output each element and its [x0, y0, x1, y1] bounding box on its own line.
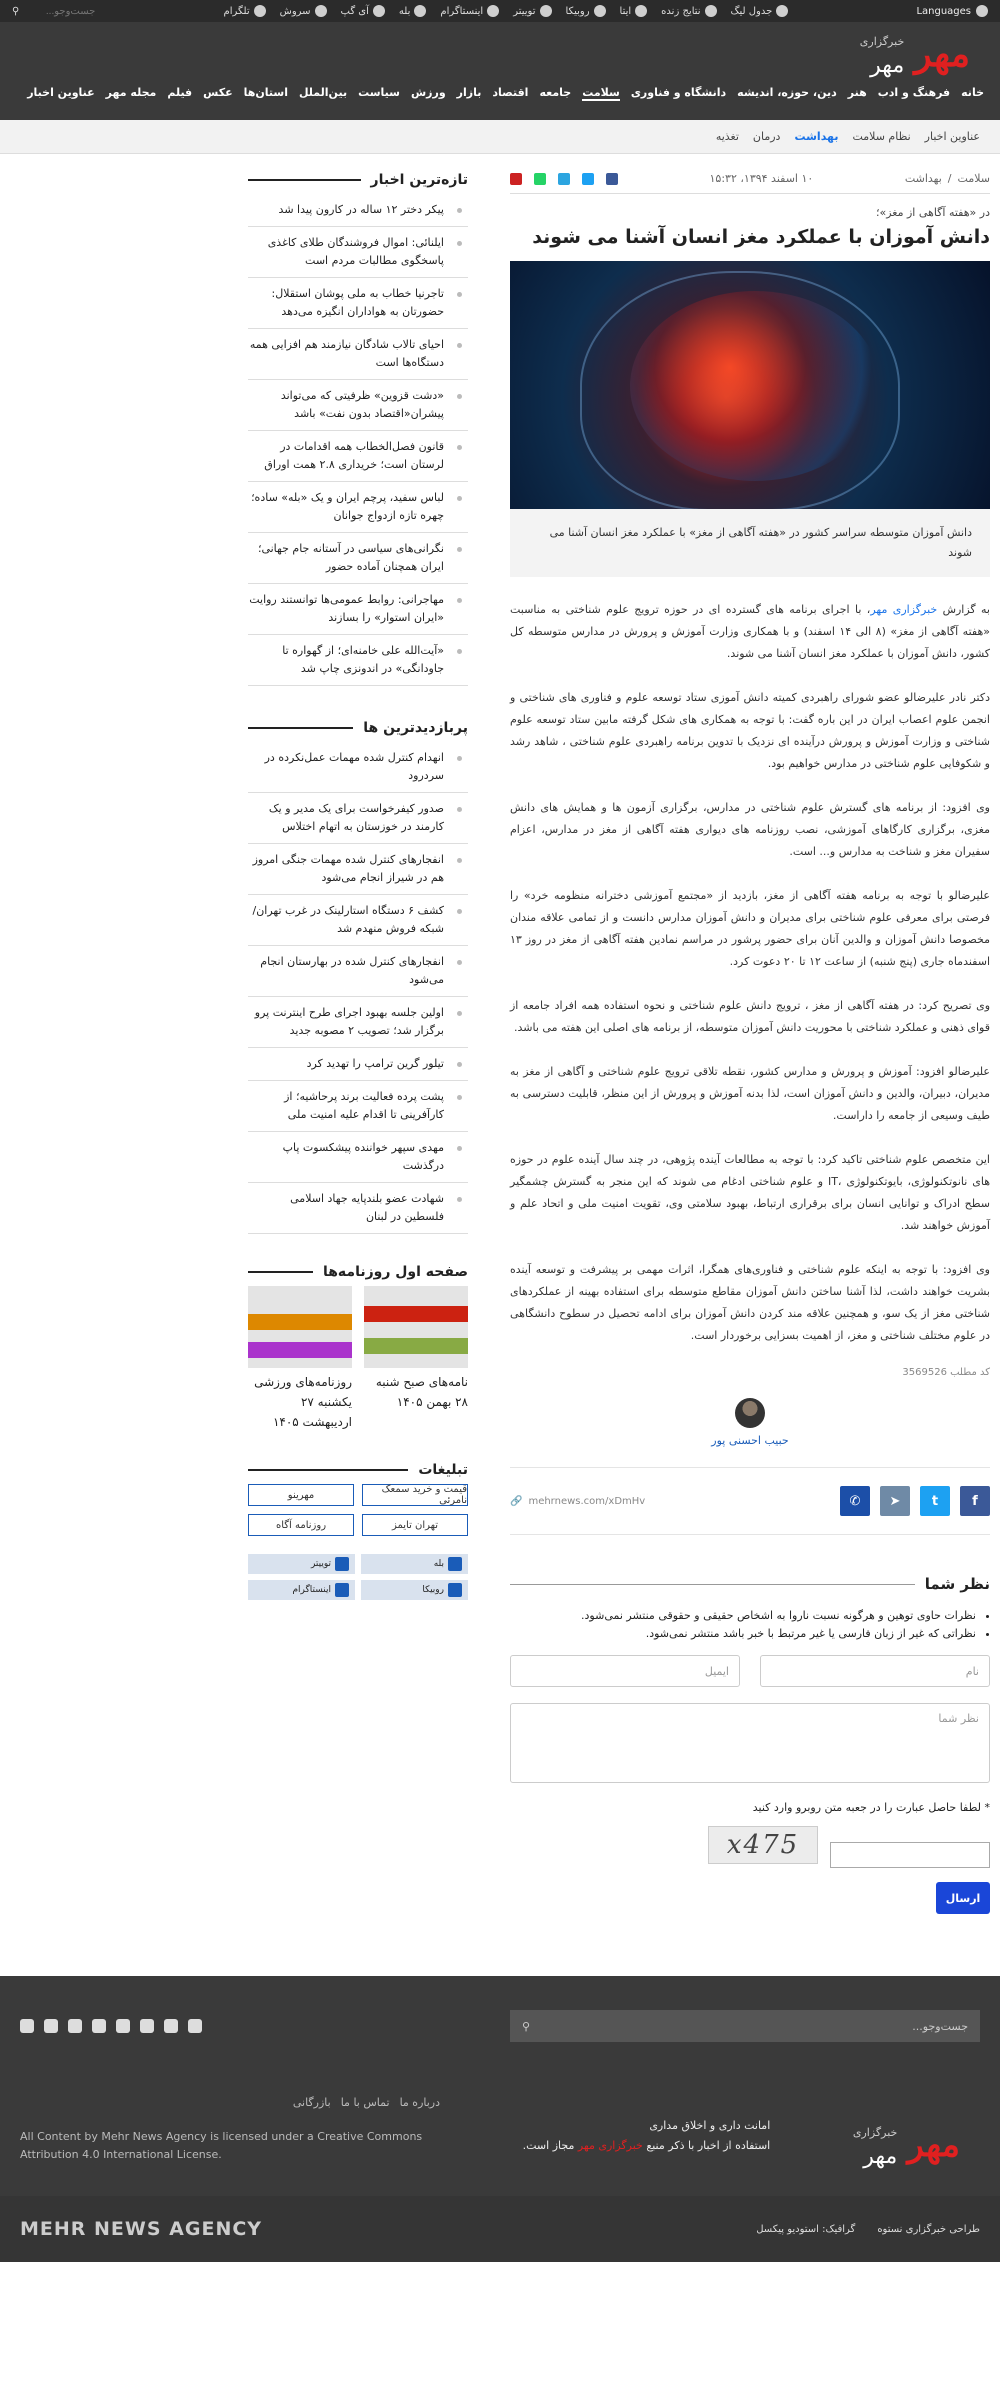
subnav-item[interactable]: بهداشت — [794, 130, 839, 143]
telegram-share-button[interactable]: ➤ — [880, 1486, 910, 1516]
social-icon — [335, 1557, 349, 1571]
article — [510, 172, 990, 1914]
link-icon: 🔗 — [510, 1495, 523, 1507]
latest-news-item[interactable]: تاجرنیا خطاب به ملی پوشان استقلال: حضورتان به هواداران انگیزه می‌دهد — [248, 278, 468, 329]
sub-nav — [0, 120, 1000, 154]
comment-textarea[interactable]: نظر شما — [510, 1703, 990, 1783]
bale-icon — [414, 5, 426, 17]
instagram-icon[interactable] — [140, 2019, 154, 2033]
footer-search[interactable]: جست‌وجو... ⚲ — [510, 2010, 980, 2042]
football-icon — [776, 5, 788, 17]
top-link[interactable] — [513, 5, 551, 17]
nav-item[interactable]: سیاست — [358, 86, 400, 99]
top-link-label: روبیکا — [565, 5, 590, 17]
top-link[interactable] — [731, 5, 789, 17]
article-paragraph: وی افزود: با توجه به اینکه علوم شناختی و فناوری‌های همگرا، اثرات مهمی بر پیشرفت و توسعه آینده بشریت خواهند داشت، لذا آشنا ساختن دانش آموزان مقاطع متوسطه برای استفاده بهینه از عملکردهای شناختی مغز از یک سو، و همچنین علاقه مند کردن دانش آموزان برای ادامه تحصیل در سطوح دانشگاهی در علوم مختلف شناختی و مغز، از اهمیت بسزایی برخوردار است. — [510, 1263, 990, 1342]
comments-header: نظر شما — [510, 1575, 990, 1593]
social-follow-item[interactable] — [248, 1554, 355, 1574]
email-field[interactable]: ایمیل — [510, 1655, 740, 1687]
ad-link[interactable]: مهرینو — [248, 1484, 354, 1506]
article-paragraph: وی تصریح کرد: در هفته آگاهی از مغز ، ترویج دانش علوم شناختی و نحوه استفاده همه افراد جامعه از قوای ذهنی و عملکرد شناختی با محوریت دانش آموزان متوسطه، از برنامه های اصلی این هفته می باشد. — [510, 999, 990, 1034]
twitter-icon[interactable] — [582, 173, 594, 185]
eitaa-icon — [635, 5, 647, 17]
nav-item[interactable]: ورزش — [410, 86, 446, 99]
social-follow-item[interactable] — [361, 1554, 468, 1574]
article-title: دانش آموزان با عملکرد مغز انسان آشنا می شوند — [532, 226, 990, 248]
stats-icon — [705, 5, 717, 17]
article-paragraph: دکتر نادر علیرضالو عضو شورای راهبردی کمیته دانش آموزی ستاد توسعه علوم و فناوری های شناختی و انجمن علوم اعصاب ایران در این باره گفت: با توجه به همکاری های شکل گرفته مابین ستاد توسعه علوم شناختی و وزارت آموزش و پرورش درآینده ای نزدیک با تدوین برنامه راهبردی علوم شناختی ، شاهد رشد و شکوفایی علوم شناختی در مدارس خواهیم بود. — [510, 691, 990, 770]
nav-item[interactable]: استان‌ها — [243, 86, 288, 99]
social-label: توییتر — [310, 1559, 331, 1569]
social-label: بله — [433, 1559, 444, 1569]
top-search[interactable] — [12, 6, 95, 17]
name-field[interactable]: نام — [760, 1655, 990, 1687]
image-caption: دانش آموزان متوسطه سراسر کشور در «هفته آگاهی از مغز» با عملکرد مغز انسان آشنا می شوند — [510, 509, 990, 577]
nav-item[interactable]: سلامت — [582, 86, 620, 99]
footer-link[interactable]: بازرگانی — [292, 2096, 331, 2109]
main-nav — [0, 86, 1000, 101]
article-paragraph: وی افزود: از برنامه های گسترش علوم شناختی در مدارس، برگزاری آزمون ها و همایش های دانش مغزی، برگزاری کارگاهای آموزشی، نصب روزنامه های دیواری هفته آگاهی از مغز در مدارس، اعزام سفیران مغز و شناخت به مدارس و... است. — [510, 801, 990, 858]
site-header — [0, 0, 1000, 120]
top-link[interactable] — [341, 5, 385, 17]
article-meta — [510, 172, 990, 194]
send-button[interactable]: ارسال — [936, 1882, 990, 1914]
footer-brand: MEHR NEWS AGENCY — [20, 2218, 263, 2240]
breadcrumb: سلامت / بهداشت — [904, 172, 990, 185]
footer-links — [20, 2094, 440, 2112]
newspapers — [248, 1286, 468, 1432]
top-link-label: بله — [398, 5, 411, 17]
article-paragraph: علیرضالو با توجه به برنامه هفته آگاهی از مغز، بازدید از «مجتمع آموزشی دخترانه منظومه خرد» را فرصتی برای معرفی علوم شناختی برای مدیران و دانش آموزان مدارس دانست و از تمامی علاقه مندان مخصوصا دانش آموزان و والدین آنان برای حضور پرشور در مراسم نمادین هفته آگاهی از مغز در روز ۱۳ اسفندماه جاری (پنج شنبه) از ساعت ۱۲ تا ۲۰ دعوت کرد. — [510, 889, 990, 968]
agency-link[interactable]: خبرگزاری مهر — [870, 603, 938, 616]
captcha-input[interactable] — [830, 1842, 990, 1868]
whatsapp-icon[interactable] — [534, 173, 546, 185]
top-link-label: توییتر — [513, 5, 536, 17]
latest-news-item[interactable]: مهاجرانی: روابط عمومی‌ها توانستند روایت «ایران استوار» را بسازند — [248, 584, 468, 635]
popular-news-item[interactable]: تیلور گرین ترامپ را تهدید کرد — [248, 1048, 468, 1081]
telegram-icon — [254, 5, 266, 17]
latest-news-item[interactable]: «آیت‌الله علی خامنه‌ای؛ از گهواره تا جاودانگی» در اندونزی چاپ شد — [248, 635, 468, 686]
social-follow — [248, 1554, 468, 1600]
top-link[interactable] — [224, 5, 266, 17]
captcha-question: * لطفا حاصل عبارت را در جعبه متن روبرو وارد کنید — [752, 1801, 990, 1814]
top-link[interactable] — [661, 5, 716, 17]
top-link[interactable] — [566, 5, 606, 17]
short-link[interactable]: mehrnews.com/xDmHv 🔗 — [510, 1495, 646, 1507]
latest-news-item[interactable]: «دشت قزوین» ظرفیتی که می‌تواند پیشران«اقتصاد بدون نفت» باشد — [248, 380, 468, 431]
publish-date: ۱۰ اسفند ۱۳۹۴، ۱۵:۳۲ — [709, 172, 814, 185]
author-name[interactable]: حبیب احسنی پور — [711, 1434, 789, 1447]
ad-link[interactable]: تهران تایمز — [362, 1514, 468, 1536]
article-paragraph: این متخصص علوم شناختی تاکید کرد: با توجه به مطالعات آینده پژوهی، در چند سال آینده علوم در حوزه های نانوتکنولوژی، بایوتکنولوژی ،IT و علوم شناختی ادغام می شوند که این منجر به گسترش چشمگیر سطح ادراک و توانایی انسان برای برقراری ارتباط، بهبود سلامتی وی، تقویت امنیت ملی و اتحاد علم و آموزش خواهند شد. — [510, 1153, 990, 1232]
top-link-label: سروش — [279, 5, 311, 17]
popular-news-item[interactable]: کشف ۶ دستگاه استارلینک در غرب تهران/ شبکه فروش منهدم شد — [248, 895, 468, 946]
site-logo[interactable] — [860, 30, 970, 78]
social-follow-item[interactable] — [248, 1580, 355, 1600]
nav-item[interactable]: جامعه — [539, 86, 572, 99]
nav-item[interactable]: دانشگاه و فناوری — [630, 86, 727, 99]
search-icon[interactable]: ⚲ — [12, 5, 20, 17]
print-icon[interactable] — [510, 173, 522, 185]
ad-links — [248, 1484, 468, 1536]
latest-news-item[interactable]: لباس سفید، پرچم ایران و یک «بله» ساده؛ چهره تازه ازدواج جوانان — [248, 482, 468, 533]
site-footer — [0, 1976, 1000, 2262]
newspapers-title: صفحه اول روزنامه‌ها — [248, 1264, 468, 1280]
article-code: کد مطلب 3569526 — [902, 1367, 990, 1378]
top-link-label: جدول لیگ — [730, 5, 773, 17]
nav-item[interactable]: هنر — [847, 86, 867, 99]
ads-title: تبلیغات — [248, 1462, 468, 1478]
lead-paragraph: به گزارش خبرگزاری مهر، با اجرای برنامه های گسترده ای در حوزه ترویج علوم شناختی به مناسبت «هفته آگاهی از مغز» (۸ الی ۱۴ اسفند) و با همکاری وزارت آموزش و پرورش در مدارس متوسطه کل کشور، دانش آموزان با عملکرد مغز انسان آشنا می شوند. — [510, 603, 990, 660]
top-link[interactable] — [399, 5, 426, 17]
twitter-icon — [540, 5, 552, 17]
footer-social-icons — [20, 2019, 202, 2033]
top-link[interactable] — [440, 5, 499, 17]
captcha-image: x475 — [708, 1826, 818, 1864]
top-link[interactable] — [280, 5, 327, 17]
latest-news-item[interactable]: قانون فصل‌الخطاب همه اقدامات در لرستان است؛ خریداری ۲.۸ همت اوراق — [248, 431, 468, 482]
article-kicker: در «هفته آگاهی از مغز»؛ — [876, 206, 990, 219]
nav-item[interactable]: بین‌الملل — [298, 86, 348, 99]
article-image — [510, 261, 990, 509]
social-links — [224, 5, 789, 17]
comment-rule: • نظراتی که غیر از زبان فارسی یا غیر مرتبط با خبر باشد منتشر نمی‌شود. — [510, 1625, 976, 1643]
languages-link[interactable]: Languages — [916, 5, 988, 17]
comment-rule: • نظرات حاوی توهین و هرگونه نسبت ناروا به اشخاص حقیقی و حقوقی منتشر نمی‌شود. — [510, 1607, 976, 1625]
list-icon[interactable] — [44, 2019, 58, 2033]
top-link-label: ایتا — [619, 5, 632, 17]
latest-news-title: تازه‌ترین اخبار — [248, 172, 468, 188]
graphic-credit[interactable]: گرافیک: استودیو پیکسل — [756, 2223, 856, 2235]
latest-news-item[interactable]: احیای تالاب شادگان نیازمند هم افزایی همه دستگاه‌ها است — [248, 329, 468, 380]
facebook-icon[interactable] — [606, 173, 618, 185]
telegram-icon[interactable] — [558, 173, 570, 185]
latest-news-item[interactable]: نگرانی‌های سیاسی در آستانه جام جهانی؛ ایران همچنان آماده حضور — [248, 533, 468, 584]
top-link[interactable] — [620, 5, 648, 17]
author-box[interactable] — [510, 1398, 990, 1447]
latest-news-item[interactable]: ایلنائی: اموال فروشندگان طلای کاغذی پاسخگوی مطالبات مردم است — [248, 227, 468, 278]
nav-item[interactable]: بازار — [456, 86, 482, 99]
license-text: All Content by Mehr News Agency is licensed under a Creative Commons Attribution 4.0 International License. — [20, 2130, 423, 2161]
popular-news-item[interactable]: انفجارهای کنترل شده مهمات جنگی امروز هم در شیراز انجام می‌شود — [248, 844, 468, 895]
nav-item[interactable]: اقتصاد — [492, 86, 529, 99]
newspaper-item[interactable]: روزنامه‌های ورزشی یکشنبه ۲۷ اردیبهشت ۱۴۰۵ — [248, 1286, 352, 1432]
avatar — [735, 1398, 765, 1428]
subnav-item[interactable]: درمان — [752, 130, 781, 143]
share-row — [510, 1467, 990, 1535]
footer-logo[interactable]: مهر خبرگزاری مهر — [852, 2125, 960, 2169]
popular-news-item[interactable]: انفجارهای کنترل شده در بهارستان انجام می‌شود — [248, 946, 468, 997]
newspaper-item[interactable]: نامه‌های صبح شنبه ۲۸ بهمن ۱۴۰۵ — [364, 1286, 468, 1432]
sidebar — [248, 172, 468, 1914]
top-bar — [0, 0, 1000, 22]
nav-item[interactable]: خانه — [961, 86, 984, 99]
social-icon — [448, 1557, 462, 1571]
popular-title: پربازدیدترین ها — [248, 720, 468, 736]
popular-news-item[interactable]: پشت پرده فعالیت برند پرحاشیه؛ از کارآفرینی تا اقدام علیه امنیت ملی — [248, 1081, 468, 1132]
subnav-item[interactable]: نظام سلامت — [852, 130, 911, 143]
eitaa-icon[interactable] — [20, 2019, 34, 2033]
article-paragraph: علیرضالو افزود: آموزش و پرورش و مدارس کشور، نقطه تلاقی ترویج علوم شناختی و آگاهی از مغز به مدیران، دبیران، والدین و دانش آموزان است، لذا بدنه آموزش و پرورش از این منظر، قابلیت دسترسی به طیف وسیعی از جامعه را داراست. — [510, 1065, 990, 1122]
whatsapp-share-button[interactable]: ✆ — [840, 1486, 870, 1516]
search-input[interactable] — [25, 6, 95, 17]
rss-icon[interactable] — [68, 2019, 82, 2033]
popular-news-item[interactable]: شهادت عضو بلندپایه جهاد اسلامی فلسطین در لبنان — [248, 1183, 468, 1234]
instagram-icon — [487, 5, 499, 17]
popular-news-item[interactable]: صدور کیفرخواست برای یک مدیر و یک کارمند در خوزستان به اتهام اختلاس — [248, 793, 468, 844]
subnav-item[interactable]: تغذیه — [715, 130, 739, 143]
social-icon — [448, 1583, 462, 1597]
top-link-label: تلگرام — [223, 5, 250, 17]
logo-text: خبرگزاری مهر — [859, 35, 905, 78]
nav-item[interactable]: فیلم — [167, 86, 193, 99]
top-link-label: اینستاگرام — [440, 5, 484, 17]
footer-link[interactable]: درباره ما — [399, 2096, 441, 2109]
nav-item[interactable]: دین، حوزه، اندیشه — [737, 86, 837, 99]
facebook-share-button[interactable]: f — [960, 1486, 990, 1516]
latest-news-item[interactable]: پیکر دختر ۱۲ ساله در کارون پیدا شد — [248, 194, 468, 227]
top-link-label: نتایج زنده — [661, 5, 701, 17]
bale-icon[interactable] — [164, 2019, 178, 2033]
rubika-icon — [594, 5, 606, 17]
social-label: روبیکا — [422, 1585, 444, 1595]
popular-news-item[interactable]: مهدی سپهر خواننده پیشکسوت پاپ درگذشت — [248, 1132, 468, 1183]
article-body — [510, 599, 990, 1347]
popular-news-item[interactable]: اولین جلسه بهبود اجرای طرح اینترنت پرو برگزار شد؛ تصویب ۲ مصوبه جدید — [248, 997, 468, 1048]
popular-news-item[interactable]: انهدام کنترل شده مهمات عمل‌نکرده در سردرود — [248, 742, 468, 793]
comment-rules — [510, 1607, 990, 1643]
ad-link[interactable]: روزنامه آگاه — [248, 1514, 354, 1536]
social-icon — [335, 1583, 349, 1597]
nav-item[interactable]: عناوین اخبار — [27, 86, 95, 99]
ad-link[interactable]: قیمت و خرید سمعک نامرئی — [362, 1484, 468, 1506]
logo-mark: مهر — [914, 33, 970, 75]
twitter-icon[interactable] — [116, 2019, 130, 2033]
twitter-share-button[interactable]: t — [920, 1486, 950, 1516]
search-icon[interactable]: ⚲ — [522, 2019, 531, 2033]
subnav-item[interactable]: عناوین اخبار — [924, 130, 980, 143]
igap-icon — [373, 5, 385, 17]
copyright-text: امانت داری و اخلاق مداری استفاده از اخبار با ذکر منبع خبرگزاری مهر مجاز است. — [522, 2119, 771, 2152]
globe-icon — [976, 5, 988, 17]
social-follow-item[interactable] — [361, 1580, 468, 1600]
telegram-icon[interactable] — [188, 2019, 202, 2033]
footer-link[interactable]: تماس با ما — [340, 2096, 390, 2109]
soroush-icon — [315, 5, 327, 17]
top-link-label: آی گپ — [340, 5, 369, 17]
popular-list — [248, 742, 468, 1234]
social-label: اینستاگرام — [292, 1585, 331, 1595]
share-icons — [510, 173, 618, 185]
rubika-icon[interactable] — [92, 2019, 106, 2033]
latest-news-list — [248, 194, 468, 686]
nav-item[interactable]: فرهنگ و ادب — [877, 86, 951, 99]
breadcrumb-hygiene[interactable]: بهداشت — [904, 172, 942, 185]
nav-item[interactable]: مجله مهر — [105, 86, 157, 99]
nav-item[interactable]: عکس — [203, 86, 233, 99]
designer-credit[interactable]: طراحی خبرگزاری نستوه — [877, 2223, 980, 2235]
breadcrumb-health[interactable]: سلامت — [957, 172, 990, 185]
